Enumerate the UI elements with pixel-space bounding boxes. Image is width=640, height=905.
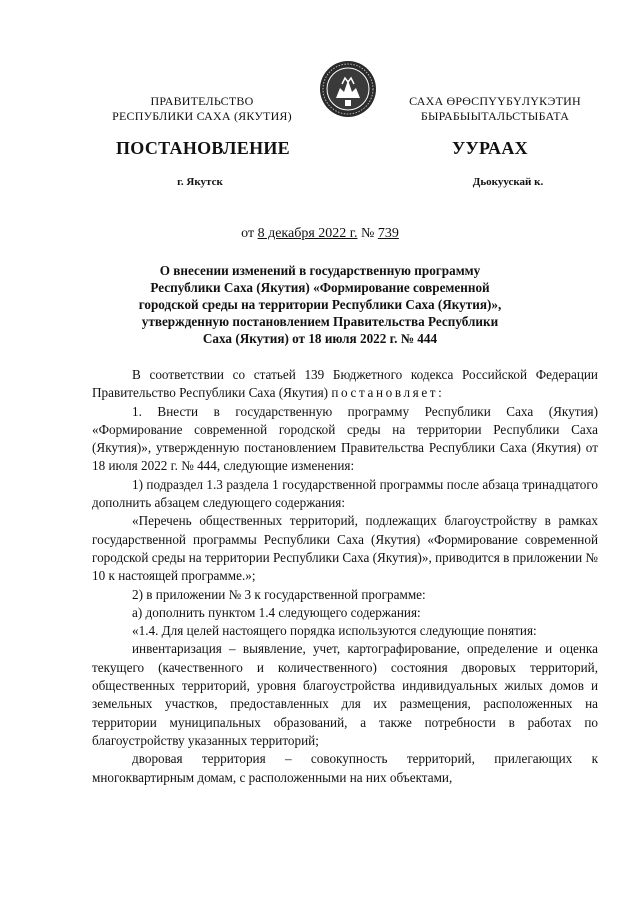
- city-yakut: Дьокуускай к.: [472, 176, 544, 188]
- gov-ru-line2: РЕСПУБЛИКИ САХА (ЯКУТИЯ): [112, 109, 292, 123]
- gov-sah-line1: САХА ӨРӨСПҮҮБҮЛҮКЭТИН: [409, 94, 581, 108]
- decree-heading: [110, 262, 530, 347]
- resolves-word: постановляет:: [331, 385, 445, 401]
- body-paragraph: «1.4. Для целей настоящего порядка используются следующие понятия:: [132, 623, 537, 639]
- gov-sah-line2: БЫРАБЫЫТАЛЬСТЫБАТА: [420, 109, 570, 123]
- city-russian: г. Якутск: [177, 176, 223, 188]
- document-type-yakut: УУРААХ: [452, 138, 528, 158]
- decree-date-number: [0, 226, 640, 242]
- heading-line: городской среды на территории Республики Саха (Якутия)»,: [138, 297, 502, 312]
- gov-ru-line1: ПРАВИТЕЛЬСТВО: [150, 94, 254, 108]
- heading-line: утвержденную постановлением Правительства Республики: [141, 314, 499, 329]
- preamble-text: В соответствии со статьей 139 Бюджетного кодекса Российской Федерации Правительство Республики Саха (Якутия): [92, 367, 598, 401]
- body-paragraph: [92, 366, 598, 403]
- government-name-yakut: [395, 94, 595, 124]
- government-name-russian: [102, 94, 302, 124]
- body-paragraph: 1) подраздел 1.3 раздела 1 государственной программы после абзаца тринадцатого дополнить абзацем следующего содержания:: [92, 476, 598, 511]
- document-type-russian: ПОСТАНОВЛЕНИЕ: [116, 138, 290, 158]
- body-paragraph: 1. Внести в государственную программу Республики Саха (Якутия) «Формирование современной городской среды на территории Республики Саха (Якутия)», утвержденную постановлением Правительства Республики Саха (Якутия) от 18 июля 2022 г. № 444, следующие изменения:: [92, 403, 598, 474]
- heading-line: О внесении изменений в государственную программу: [159, 263, 481, 278]
- decree-prefix: от: [241, 226, 255, 241]
- body-paragraph: дворовая территория – совокупность территорий, прилегающих к многоквартирным домам, с расположенными на них объектами,: [92, 751, 598, 785]
- decree-number-sign: №: [360, 226, 375, 241]
- decree-body: [92, 366, 598, 787]
- heading-line: Республики Саха (Якутия) «Формирование современной: [150, 280, 490, 295]
- coat-of-arms-emblem: [318, 58, 378, 120]
- body-paragraph: инвентаризация – выявление, учет, картографирование, определение и оценка текущего (качественного и количественного) состояния дворовых территорий, общественных территорий, уровня благоустройства индивидуальных жилых домов и земельных участков, предоставленных для их размещения, расположенных на территории муниципальных образований, а также потребности в работах по благоустройству указанных территорий;: [92, 641, 598, 748]
- body-paragraph: а) дополнить пунктом 1.4 следующего содержания:: [132, 604, 421, 620]
- body-paragraph: 2) в приложении № 3 к государственной программе:: [132, 586, 426, 602]
- decree-date: 8 декабря 2022 г.: [257, 226, 358, 241]
- decree-number: 739: [377, 226, 399, 241]
- heading-line: Саха (Якутия) от 18 июля 2022 г. № 444: [202, 331, 438, 346]
- body-paragraph: «Перечень общественных территорий, подлежащих благоустройству в рамках государственной программы Республики Саха (Якутия) «Формирование современной городской среды на территории Республики Саха (Якутия)», приводится в приложении № 10 к настоящей программе.»;: [92, 513, 599, 584]
